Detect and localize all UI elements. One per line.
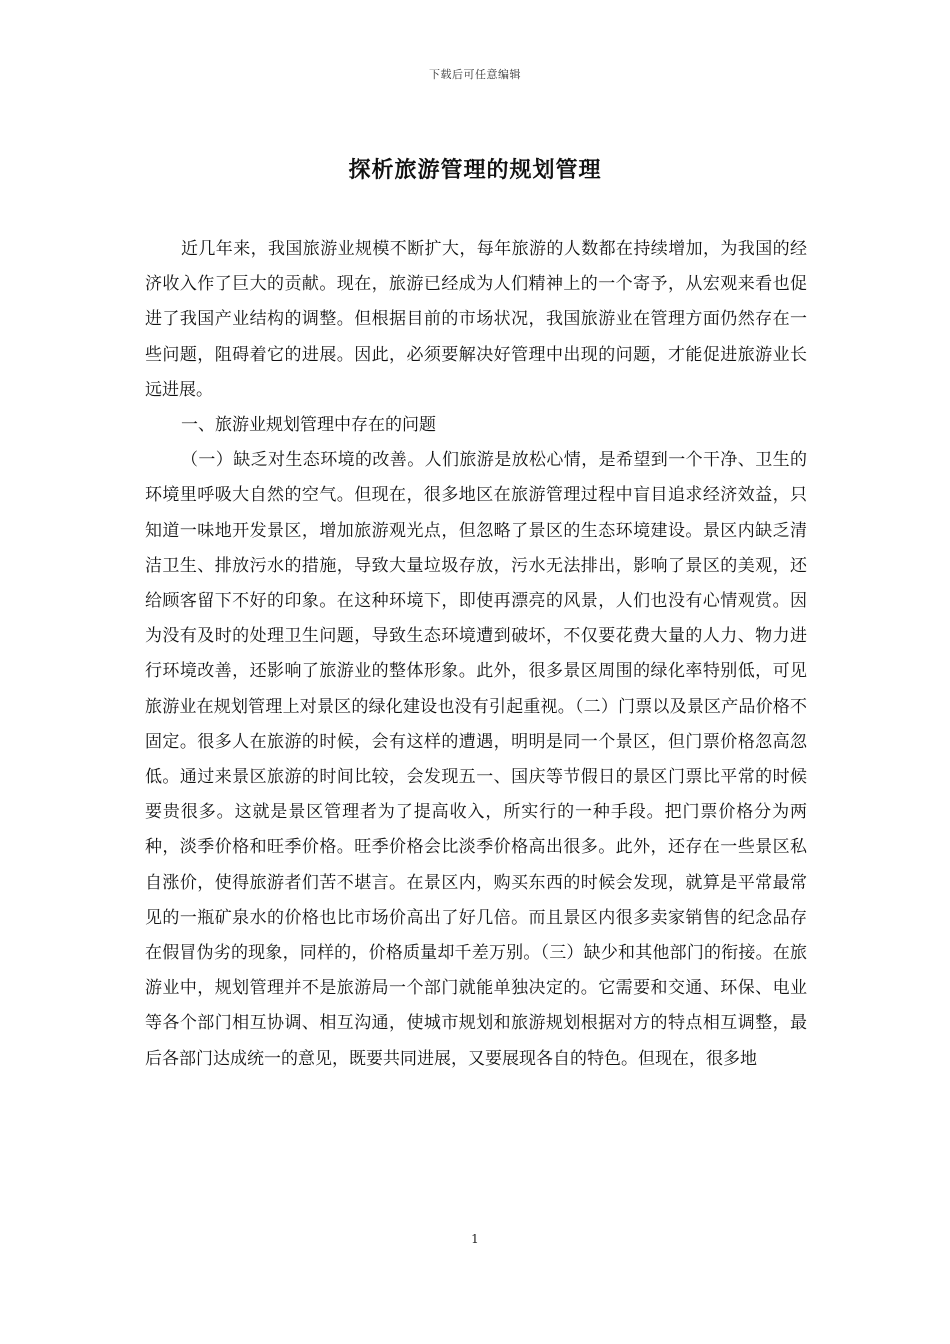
page-header-note: 下载后可任意编辑 xyxy=(429,68,521,81)
document-title: 探析旅游管理的规划管理 xyxy=(348,157,602,183)
document-body xyxy=(145,232,807,1077)
page-number: 1 xyxy=(471,1232,479,1246)
paragraph-problems: （一）缺乏对生态环境的改善。人们旅游是放松心情，是希望到一个干净、卫生的环境里呼吸大自然的空气。但现在，很多地区在旅游管理过程中盲目追求经济效益，只知道一味地开发景区，增加旅游观光点，但忽略了景区的生态环境建设。景区内缺乏清洁卫生、排放污水的措施，导致大量垃圾存放，污水无法排出，影响了景区的美观，还给顾客留下不好的印象。在这种环境下，即使再漂亮的风景，人们也没有心情观赏。因为没有及时的处理卫生问题，导致生态环境遭到破坏，不仅要花费大量的人力、物力进行环境改善，还影响了旅游业的整体形象。此外，很多景区周围的绿化率特别低，可见旅游业在规划管理上对景区的绿化建设也没有引起重视。（二）门票以及景区产品价格不固定。很多人在旅游的时候，会有这样的遭遇，明明是同一个景区，但门票价格忽高忽低。通过来景区旅游的时间比较，会发现五一、国庆等节假日的景区门票比平常的时候要贵很多。这就是景区管理者为了提高收入，所实行的一种手段。把门票价格分为两种，淡季价格和旺季价格。旺季价格会比淡季价格高出很多。此外，还存在一些景区私自涨价，使得旅游者们苦不堪言。在景区内，购买东西的时候会发现，就算是平常最常见的一瓶矿泉水的价格也比市场价高出了好几倍。而且景区内很多卖家销售的纪念品存在假冒伪劣的现象，同样的，价格质量却千差万别。（三）缺少和其他部门的衔接。在旅游业中，规划管理并不是旅游局一个部门就能单独决定的。它需要和交通、环保、电业等各个部门相互协调、相互沟通，使城市规划和旅游规划根据对方的特点相互调整，最后各部门达成统一的意见，既要共同进展，又要展现各自的特色。但现在，很多地 xyxy=(145,450,807,1069)
paragraph-intro: 近几年来，我国旅游业规模不断扩大，每年旅游的人数都在持续增加，为我国的经济收入作了巨大的贡献。现在，旅游已经成为人们精神上的一个寄予，从宏观来看也促进了我国产业结构的调整。但根据目前的市场状况，我国旅游业在管理方面仍然存在一些问题，阻碍着它的进展。因此，必须要解决好管理中出现的问题，才能促进旅游业长远进展。 xyxy=(145,239,807,400)
section-heading-problems: 一、旅游业规划管理中存在的问题 xyxy=(181,415,436,436)
